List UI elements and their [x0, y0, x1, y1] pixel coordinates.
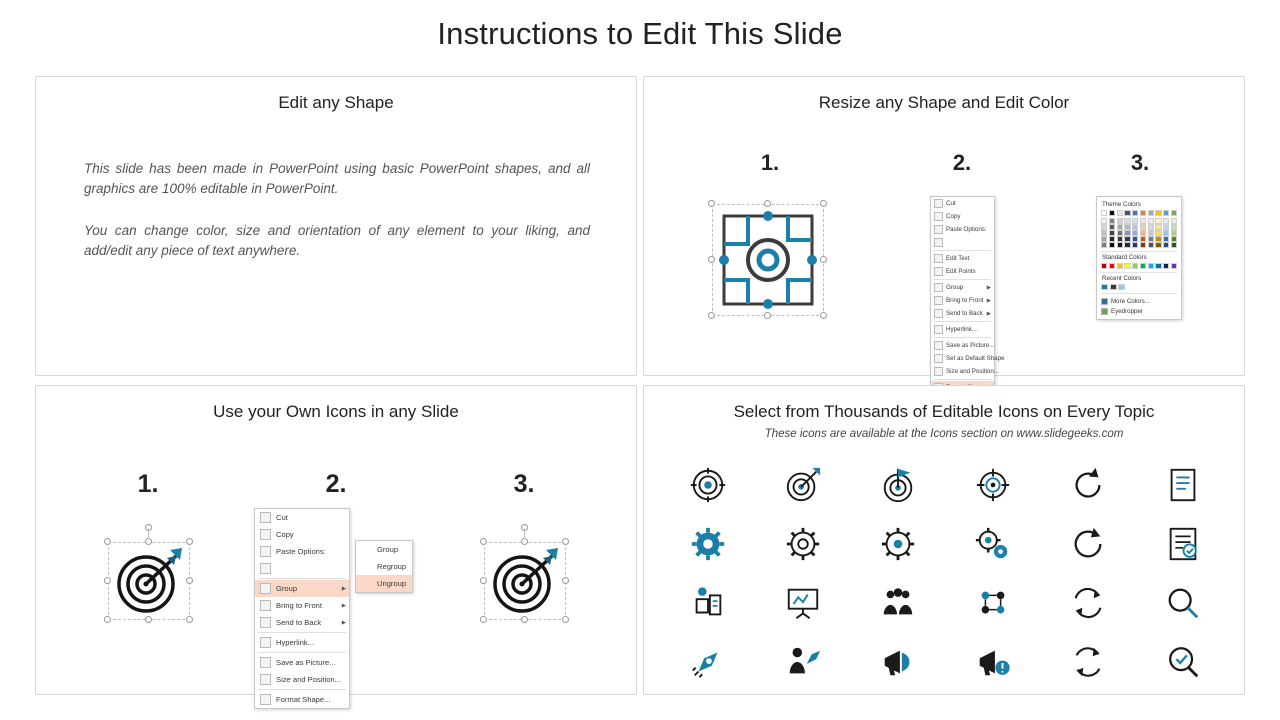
panel-title-editable-icons: Select from Thousands of Editable Icons on Every Topic	[733, 402, 1155, 421]
menu-item-label: Save as Picture...	[946, 342, 995, 349]
color-swatch[interactable]	[1148, 263, 1154, 269]
bring-front-icon	[934, 296, 943, 305]
edit-points-icon	[934, 267, 943, 276]
people-group-icon[interactable]	[878, 583, 918, 623]
color-swatch[interactable]	[1101, 210, 1107, 216]
icon2-handle-w[interactable]	[480, 577, 487, 584]
menu-item-paste-swatch[interactable]	[255, 560, 349, 577]
icon-context-menu[interactable]	[254, 508, 350, 709]
menu-separator	[258, 578, 346, 579]
theme-colors-row	[1101, 210, 1177, 216]
icons-step-3-number: 3.	[513, 470, 535, 498]
menu-item-hyperlink[interactable]	[255, 634, 349, 651]
presentation-board-icon[interactable]	[783, 583, 823, 623]
paste-icon	[934, 225, 943, 234]
icon2-handle-n[interactable]	[521, 538, 528, 545]
menu-item-paste-swatch[interactable]	[931, 236, 994, 249]
color-swatch[interactable]	[1132, 263, 1138, 269]
submenu-item-label: Ungroup	[377, 579, 407, 588]
color-swatch[interactable]	[1124, 263, 1130, 269]
default-shape-icon	[934, 354, 943, 363]
menu-item-save-as-picture[interactable]	[255, 654, 349, 671]
refresh-circle-icon[interactable]	[1068, 524, 1108, 564]
resize-handle-nw[interactable]	[708, 200, 715, 207]
copy-icon	[934, 212, 943, 221]
icon1-handle-nw[interactable]	[104, 538, 111, 545]
edit-text-icon	[934, 254, 943, 263]
paste-icon	[260, 546, 271, 557]
target-flag-icon[interactable]	[878, 465, 918, 505]
menu-item-label: Edit Text	[946, 255, 970, 262]
color-swatch[interactable]	[1163, 263, 1169, 269]
color-panel-separator	[1101, 272, 1177, 273]
scissors-icon	[934, 199, 943, 208]
color-swatch[interactable]	[1124, 242, 1130, 248]
magnifier-icon[interactable]	[1163, 583, 1203, 623]
resize-handle-e[interactable]	[820, 256, 827, 263]
chevron-right-icon: ▶	[341, 585, 346, 592]
menu-item-send-to-back[interactable]	[931, 307, 994, 320]
color-swatch[interactable]	[1110, 284, 1117, 290]
menu-separator	[934, 279, 991, 280]
editable-target-shape[interactable]	[718, 210, 818, 315]
icon1-rotate-stem	[148, 528, 149, 539]
panel-title-own-icons: Use your Own Icons in any Slide	[213, 402, 459, 421]
send-back-icon	[260, 617, 271, 628]
menu-item-label: Format Shape...	[276, 695, 331, 704]
target-crosshair-icon[interactable]	[688, 465, 728, 505]
color-panel-separator	[1101, 251, 1177, 252]
hyperlink-icon	[260, 637, 271, 648]
color-swatch[interactable]	[1109, 242, 1115, 248]
chevron-right-icon: ▶	[341, 619, 346, 626]
gear-settings-icon[interactable]	[878, 524, 918, 564]
gear-outline-icon[interactable]	[783, 524, 823, 564]
palette-icon	[1101, 298, 1108, 305]
recent-colors-label: Recent Colors	[1102, 275, 1142, 282]
color-swatch[interactable]	[1124, 210, 1130, 216]
menu-separator	[258, 632, 346, 633]
menu-item-label: Bring to Front	[946, 297, 984, 304]
paste-swatch-icon	[934, 238, 943, 247]
menu-item-cut[interactable]	[255, 509, 349, 526]
eyedropper-item[interactable]	[1101, 306, 1177, 316]
color-swatch[interactable]	[1101, 242, 1107, 248]
color-swatch[interactable]	[1163, 210, 1169, 216]
color-swatch[interactable]	[1171, 242, 1177, 248]
theme-colors-label: Theme Colors	[1102, 201, 1141, 208]
icon2-handle-sw[interactable]	[480, 616, 487, 623]
color-swatch[interactable]	[1132, 210, 1138, 216]
document-list-icon[interactable]	[1163, 465, 1203, 505]
color-swatch[interactable]	[1171, 210, 1177, 216]
color-swatch[interactable]	[1155, 242, 1161, 248]
color-swatch[interactable]	[1148, 242, 1154, 248]
standard-colors-label: Standard Colors	[1102, 254, 1147, 261]
icon1-handle-ne[interactable]	[186, 538, 193, 545]
resize-step-1-number: 1.	[760, 150, 780, 175]
menu-item-bring-to-front[interactable]	[255, 597, 349, 614]
menu-item-hyperlink[interactable]	[931, 323, 994, 336]
menu-item-label: Paste Options:	[946, 226, 987, 233]
color-swatch[interactable]	[1109, 263, 1115, 269]
color-swatch[interactable]	[1118, 284, 1125, 290]
icon1-handle-n[interactable]	[145, 538, 152, 545]
page-title: Instructions to Edit This Slide	[437, 16, 843, 51]
submenu-item-icon	[361, 561, 372, 572]
menu-separator	[934, 250, 991, 251]
color-swatch[interactable]	[1117, 263, 1123, 269]
bring-front-icon	[260, 600, 271, 611]
rocket-launch-icon[interactable]	[688, 642, 728, 682]
color-swatch[interactable]	[1163, 242, 1169, 248]
chevron-right-icon: ▶	[986, 310, 991, 317]
icon2-handle-ne[interactable]	[562, 538, 569, 545]
color-swatch[interactable]	[1140, 242, 1146, 248]
recent-colors-row	[1101, 284, 1177, 290]
panel-title-edit-shape: Edit any Shape	[278, 93, 394, 112]
paste-swatch-icon	[260, 563, 271, 574]
resize-handle-se[interactable]	[820, 312, 827, 319]
color-swatch[interactable]	[1132, 242, 1138, 248]
menu-separator	[934, 379, 991, 380]
editable-icons-grid	[660, 455, 1230, 691]
cycle-arrows-icon[interactable]	[1068, 642, 1108, 682]
panel-edit-shape	[35, 76, 637, 376]
menu-item-save-as-picture[interactable]	[931, 339, 994, 352]
color-swatch[interactable]	[1155, 263, 1161, 269]
color-swatch[interactable]	[1101, 284, 1108, 290]
submenu-item-label: Group	[377, 545, 399, 554]
icon1-handle-w[interactable]	[104, 577, 111, 584]
dartboard-arrow-shape-2[interactable]	[490, 546, 562, 621]
color-swatch[interactable]	[1155, 210, 1161, 216]
color-swatch[interactable]	[1148, 210, 1154, 216]
menu-item-group[interactable]	[931, 281, 994, 294]
standard-colors-row	[1101, 263, 1177, 269]
sync-arrows-icon[interactable]	[1068, 583, 1108, 623]
panel-title-resize-shape: Resize any Shape and Edit Color	[818, 93, 1070, 112]
color-swatch[interactable]	[1140, 210, 1146, 216]
menu-separator	[934, 321, 991, 322]
menu-item-label: Send to Back	[946, 310, 983, 317]
size-position-icon	[260, 674, 271, 685]
menu-item-group[interactable]	[255, 580, 349, 597]
menu-item-label: Edit Points	[946, 268, 976, 275]
megaphone-icon[interactable]	[878, 642, 918, 682]
submenu-item-label: Regroup	[377, 562, 407, 571]
save-picture-icon	[260, 657, 271, 668]
resize-handle-sw[interactable]	[708, 312, 715, 319]
icon2-handle-nw[interactable]	[480, 538, 487, 545]
color-swatch[interactable]	[1171, 263, 1177, 269]
group-submenu[interactable]	[355, 540, 413, 593]
person-podium-icon[interactable]	[688, 583, 728, 623]
scissors-icon	[260, 512, 271, 523]
document-check-icon[interactable]	[1163, 524, 1203, 564]
theme-shade-row-5	[1101, 242, 1177, 248]
gear-filled-icon[interactable]	[688, 524, 728, 564]
menu-item-label: Copy	[946, 213, 961, 220]
megaphone-alert-icon[interactable]	[973, 642, 1013, 682]
gears-double-icon[interactable]	[973, 524, 1013, 564]
menu-item-label: Set as Default Shape	[946, 355, 1005, 362]
menu-item-label: Bring to Front	[276, 601, 323, 610]
resize-handle-w[interactable]	[708, 256, 715, 263]
menu-item-send-to-back[interactable]	[255, 614, 349, 631]
resize-handle-ne[interactable]	[820, 200, 827, 207]
menu-item-paste-options[interactable]	[931, 223, 994, 236]
icon2-handle-se[interactable]	[562, 616, 569, 623]
more-colors-item[interactable]	[1101, 296, 1177, 306]
refresh-clockwise-icon[interactable]	[1068, 465, 1108, 505]
color-swatch[interactable]	[1140, 263, 1146, 269]
menu-item-cut[interactable]	[931, 197, 994, 210]
edit-shape-paragraph-2: You can change color, size and orientation of any element to your liking, and add/edit any piece of text anywhere.	[84, 223, 590, 258]
panel-subtitle-editable-icons: These icons are available at the Icons section on www.slidegeeks.com	[764, 428, 1124, 440]
color-swatch[interactable]	[1109, 210, 1115, 216]
color-swatch[interactable]	[1117, 210, 1123, 216]
dartboard-arrow-icon[interactable]	[783, 465, 823, 505]
menu-item-size-and-position[interactable]	[255, 671, 349, 688]
copy-icon	[260, 529, 271, 540]
icon2-handle-e[interactable]	[562, 577, 569, 584]
submenu-item-regroup[interactable]	[356, 558, 412, 575]
menu-item-label: Group	[276, 584, 298, 593]
menu-separator	[934, 337, 991, 338]
icons-step-1-number: 1.	[137, 470, 159, 498]
color-swatch[interactable]	[1117, 242, 1123, 248]
group-icon	[934, 283, 943, 292]
icon1-handle-e[interactable]	[186, 577, 193, 584]
save-picture-icon	[934, 341, 943, 350]
menu-item-size-and-position[interactable]	[931, 365, 999, 378]
person-rocket-icon[interactable]	[783, 642, 823, 682]
crosshair-target-icon[interactable]	[973, 465, 1013, 505]
resize-handle-n[interactable]	[764, 200, 771, 207]
color-panel-item-label: Eyedropper	[1111, 307, 1143, 315]
menu-item-label: Hyperlink...	[946, 326, 977, 333]
color-panel-item-label: More Colors...	[1111, 297, 1150, 305]
menu-separator	[258, 689, 346, 690]
color-picker-panel[interactable]	[1096, 196, 1182, 320]
menu-item-copy[interactable]	[255, 526, 349, 543]
chevron-right-icon: ▶	[341, 602, 346, 609]
menu-item-label: Paste Options:	[276, 547, 326, 556]
edit-shape-paragraph-1: This slide has been made in PowerPoint using basic PowerPoint shapes, and all graphics are 100% editable in PowerPoint.	[84, 161, 590, 196]
hyperlink-icon	[934, 325, 943, 334]
menu-item-paste-options[interactable]	[255, 543, 349, 560]
team-meeting-icon[interactable]	[973, 583, 1013, 623]
format-shape-icon	[260, 694, 271, 705]
submenu-item-icon	[361, 578, 372, 589]
color-panel-separator	[1101, 293, 1177, 294]
menu-item-label: Size and Position...	[276, 675, 342, 684]
menu-item-label: Size and Position...	[946, 368, 999, 375]
chevron-right-icon: ▶	[986, 284, 991, 291]
chevron-right-icon: ▶	[986, 297, 991, 304]
send-back-icon	[934, 309, 943, 318]
size-position-icon	[934, 367, 943, 376]
submenu-item-ungroup[interactable]	[356, 575, 412, 592]
icon2-rotate-stem	[524, 528, 525, 539]
menu-item-bring-to-front[interactable]	[931, 294, 994, 307]
menu-item-label: Save as Picture...	[276, 658, 336, 667]
menu-item-set-as-default-shape[interactable]	[931, 352, 1005, 365]
menu-item-label: Group	[946, 284, 964, 291]
menu-item-edit-text[interactable]	[931, 252, 994, 265]
resize-step-2-number: 2.	[952, 150, 972, 175]
menu-item-label: Cut	[946, 200, 956, 207]
menu-item-copy[interactable]	[931, 210, 994, 223]
menu-item-label: Cut	[276, 513, 288, 522]
menu-separator	[258, 652, 346, 653]
eyedropper-icon	[1101, 308, 1108, 315]
submenu-item-group[interactable]	[356, 541, 412, 558]
color-swatch[interactable]	[1101, 263, 1107, 269]
menu-item-edit-points[interactable]	[931, 265, 994, 278]
shape-context-menu[interactable]	[930, 196, 1005, 395]
magnifier-check-icon[interactable]	[1163, 642, 1203, 682]
dartboard-arrow-shape-1[interactable]	[114, 546, 186, 621]
menu-item-label: Send to Back	[276, 618, 322, 627]
menu-item-label: Hyperlink...	[276, 638, 314, 647]
menu-item-format-shape[interactable]	[255, 691, 349, 708]
icon1-handle-se[interactable]	[186, 616, 193, 623]
resize-step-3-number: 3.	[1130, 150, 1150, 175]
icons-step-2-number: 2.	[325, 470, 347, 498]
menu-item-label: Copy	[276, 530, 294, 539]
submenu-item-icon	[361, 544, 372, 555]
icon1-handle-sw[interactable]	[104, 616, 111, 623]
group-icon	[260, 583, 271, 594]
